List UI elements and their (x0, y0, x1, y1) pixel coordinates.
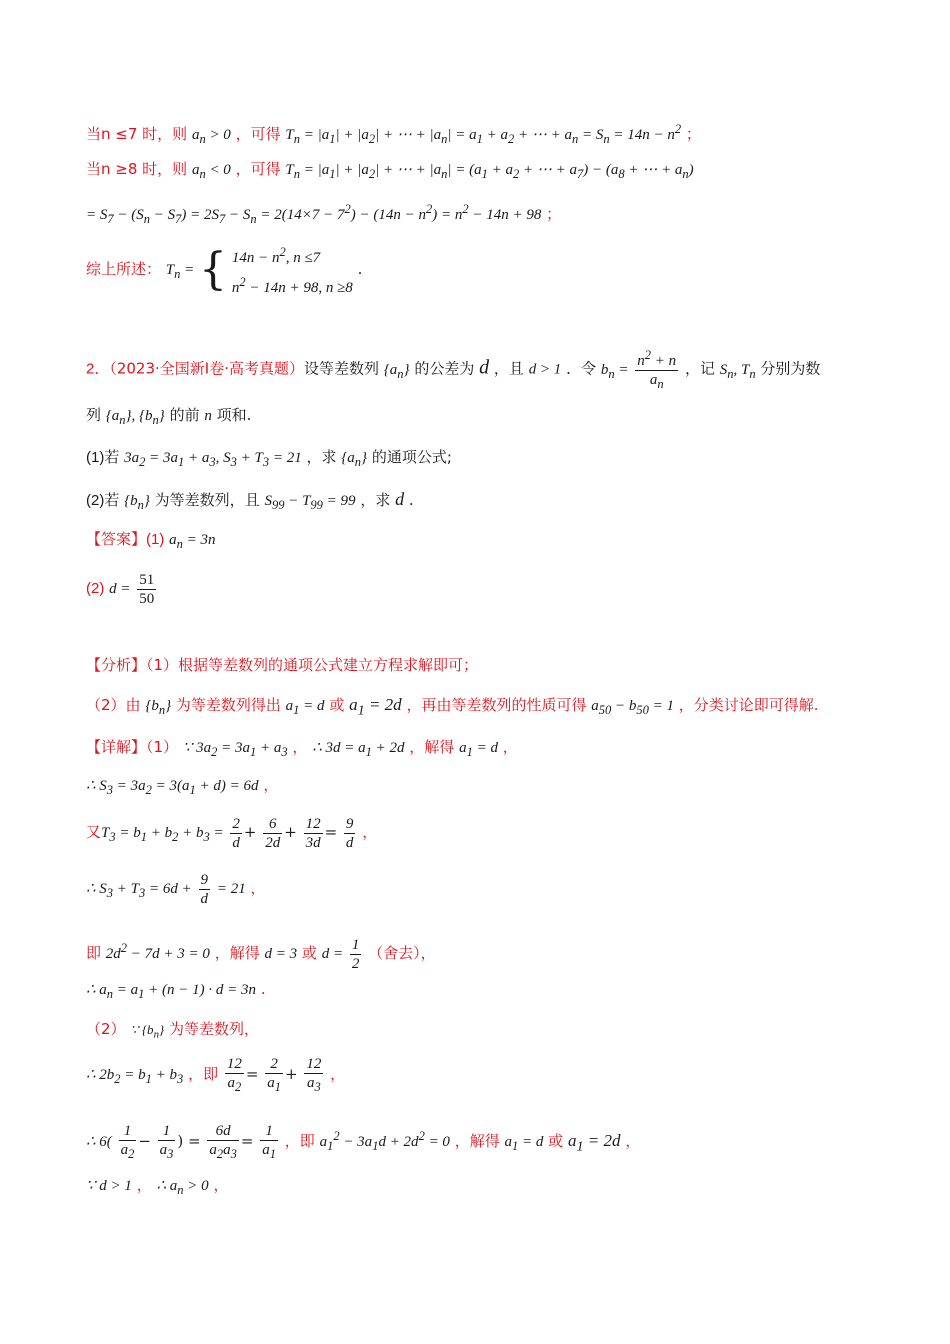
frac-num: 12 (306, 1055, 322, 1072)
summary-lhs: $T_n$ = (165, 262, 195, 281)
prev-line-2 (86, 158, 694, 185)
question-2 (86, 488, 414, 516)
summary-lead: 综上所述： (86, 260, 162, 278)
frac-num: 1 (158, 1122, 176, 1141)
prev-line-3-expr: = $S_7 - (S_n - S_7) = 2S_7 - S_n = 2(14\times 7 - 7^2) - (14n - n^2) = n^2 - 14n + 98$ (86, 202, 542, 226)
analysis-line-2 (86, 694, 819, 721)
detail-label: 【详解】 (86, 738, 147, 756)
summary-cases (232, 240, 353, 300)
summary-case-2: $n^2 - 14n + 98$, n ≥8 (231, 275, 353, 296)
answer-a1: $a_n = 3n$ (169, 532, 216, 551)
detail-d9-tail: ， (625, 1132, 641, 1150)
detail-d3-e: $T_3 = b_1 + b_2 + b_3$ = (101, 825, 224, 844)
line2-n: n (204, 408, 212, 424)
analysis-label: 【分析】 (86, 656, 147, 674)
frac-num: 1 (119, 1122, 137, 1141)
detail-d1-d: ， (502, 738, 518, 756)
analysis-l1: （1）根据等差数列的通项公式建立方程求解即可； (146, 656, 479, 674)
analysis-line-1 (86, 654, 478, 676)
detail-d6: ∴ $a_n = a_1 + (n - 1) \cdot d = 3n$ (86, 982, 257, 1001)
detail-d9-frac-1 (119, 1122, 137, 1163)
frac-num: 6 (263, 815, 282, 834)
stem-b-lhs: $b_n$ = (600, 361, 629, 381)
detail-d9-e4: $a_1 = 2d$ (567, 1131, 621, 1155)
detail-d8-tail: ， (330, 1065, 346, 1083)
stem-b: 的公差为 (414, 359, 475, 378)
answer-line-2 (86, 568, 158, 609)
detail-d10-tail: ， (213, 1176, 229, 1194)
analysis-l2-a: （2）由 (86, 696, 141, 714)
detail-d10-a: ， (136, 1176, 152, 1194)
analysis-l2-b: 为等差数列得出 (175, 696, 281, 714)
detail-d9-frac-2 (158, 1122, 176, 1163)
analysis-l2-e2: $a_1 = 2d$ (349, 695, 402, 719)
prev-line-2-mid: ，可得 (235, 160, 281, 178)
frac-den: $a_3$ (306, 1074, 321, 1094)
detail-d9-a: ，即 (284, 1132, 315, 1150)
frac-den: $a_2a_3$ (209, 1141, 237, 1161)
detail-d5-c: 或 (301, 944, 317, 962)
analysis-l2-seq: $\{b_n\}$ (145, 698, 172, 717)
stem-e: ，记 (684, 359, 715, 378)
detail-line-6 (86, 978, 266, 1005)
detail-d2: ∴ $S_3 = 3a_2 = 3(a_1 + d) = 6d$ (86, 778, 259, 797)
detail-line-7 (86, 1018, 259, 1046)
detail-d4-e: ∴ $S_3 + T_3 = 6d$ + (86, 881, 192, 900)
line2-c: 项和. (216, 406, 252, 424)
detail-d5-d: （舍去）， (368, 944, 436, 962)
q2-e: . (408, 491, 414, 509)
detail-d5-e3: d = (321, 946, 344, 962)
answer-d-lhs: d = (109, 581, 131, 597)
prev-line-1-expr: $T_n = |a_1| + |a_2|$ + ⋯ + $|a_n| = a_1 + a_2$ + ⋯ + $a_n = S_n = 14n - n^2$ (285, 122, 682, 146)
q2-b: 为等差数列，且 (154, 491, 260, 509)
detail-d5-frac (350, 936, 362, 973)
analysis-l2-d: ，再由等差数列的性质可得 (406, 696, 587, 714)
answer-p2: (2) (86, 580, 105, 597)
q2-d: d (395, 489, 405, 509)
detail-line-10 (86, 1174, 228, 1201)
frac-num: 1 (351, 936, 360, 953)
detail-d8-frac-1 (225, 1055, 244, 1096)
stem-seq-a: $\{a_n\}$ (383, 361, 410, 381)
prev-line-1-tail: ； (685, 125, 701, 143)
analysis-l2-e3: $a_{50} - b_{50} = 1$ (591, 698, 674, 717)
answer-line-1 (86, 528, 216, 555)
detail-d7-b: 为等差数列， (168, 1020, 259, 1038)
detail-line-9: ∴ 6( $\frac{1}{a_2}$ − $\frac{1}{a_3}$ ) = $\frac{6d}{a_2a_3}$ = $\frac{1}{a_1}$ ，即 $a_1^2 - 3a_1d + 2d^2 = 0$ ，解得 $a_1 = d$ 或 $a_1 = 2d$ ， (86, 1122, 641, 1161)
stem-b-fraction (635, 346, 678, 393)
detail-d4-tail: ， (250, 879, 266, 897)
detail-d3-frac-4 (344, 815, 356, 852)
detail-d4-e2: = 21 (216, 881, 246, 897)
frac-den: 2d (265, 834, 281, 851)
detail-d7-e: ∵ $\{b_n\}$ (130, 1022, 165, 1041)
q2-expr: $S_{99} - T_{99} = 99$ (264, 493, 356, 512)
answer-p1: (1) (146, 531, 165, 548)
detail-d9-frac-4 (260, 1122, 278, 1163)
detail-d10-e2: ∴ $a_n > 0$ (156, 1178, 209, 1197)
prev-line-3-tail: ； (546, 205, 562, 223)
detail-d8-frac-3 (304, 1055, 323, 1096)
detail-line-4 (86, 866, 266, 915)
analysis-l2-e1: $a_1 = d$ (285, 698, 325, 717)
frac-den: d (200, 890, 209, 907)
question-1 (86, 446, 452, 473)
detail-d1-a: （1） (146, 738, 179, 756)
detail-d1-e1: ∵ $3a_2 = 3a_1 + a_3$ (182, 740, 288, 759)
detail-d8-a: ，即 (188, 1065, 219, 1083)
line2-b: 的前 (169, 406, 200, 424)
detail-d8-e: ∴ $2b_2 = b_1 + b_3$ (86, 1067, 184, 1086)
frac-den: 3d (305, 834, 321, 851)
detail-d5-a: 即 (86, 944, 102, 962)
stem-b-denominator: $a_n$ (649, 372, 664, 391)
prev-line-1-cond: $a_n > 0$ (191, 127, 231, 146)
prev-line-2-cond: $a_n < 0$ (191, 162, 231, 181)
detail-d3-frac-1 (230, 815, 242, 852)
detail-d1-b: ， (292, 738, 308, 756)
q2-a: (2)若 (86, 492, 120, 509)
detail-d9-c: 或 (548, 1132, 564, 1150)
detail-d1-e2: ∴ $3d = a_1 + 2d$ (312, 740, 405, 759)
analysis-l2-c: 或 (329, 696, 345, 714)
frac-num: 1 (260, 1122, 278, 1141)
left-brace-icon: { (199, 244, 228, 295)
prev-line-1-lead: 当n ≤7 时，则 (86, 125, 188, 143)
detail-d9-e3: $a_1 = d$ (504, 1134, 544, 1153)
detail-line-8: ∴ $2b_2 = b_1 + b_3$ ，即 $\frac{12}{a_2}$ = $\frac{2}{a_1}$ + $\frac{12}{a_3}$ ， (86, 1055, 346, 1094)
frac-den: d (232, 834, 240, 851)
q1-c: 的通项公式; (371, 448, 452, 466)
frac-num: 12 (305, 815, 321, 832)
analysis-l2-f: ，分类讨论即可得解. (678, 696, 819, 714)
frac-den: $a_1$ (267, 1074, 281, 1094)
detail-line-5 (86, 926, 436, 976)
detail-d5-b: ，解得 (214, 944, 260, 962)
problem-source: （2023·全国新Ⅰ卷·高考真题） (109, 359, 304, 378)
stem-d: d (479, 356, 490, 379)
frac-den: d (345, 834, 354, 851)
frac-den: $a_2$ (227, 1074, 242, 1094)
answer-d-denominator: 50 (139, 590, 155, 607)
detail-d8-frac-2 (265, 1055, 283, 1096)
detail-d5-e2: d = 3 (264, 946, 298, 962)
stem-d-text: ．令 (566, 359, 597, 378)
line2-a: 列 (86, 406, 102, 424)
frac-num: 9 (345, 815, 354, 832)
frac-num: 2 (265, 1055, 283, 1074)
frac-den: $a_2$ (120, 1141, 135, 1161)
stem-st: $S_n$, $T_n$ (719, 361, 756, 381)
stem-b-numerator: $n^2 + n$ (637, 348, 677, 369)
detail-d3-frac-2 (263, 815, 282, 852)
detail-d9-e2: $a_1^2 - 3a_1d + 2d^2 = 0$ (319, 1129, 450, 1153)
prev-line-2-lead: 当n ≥8 时，则 (86, 160, 188, 178)
frac-den: $a_1$ (262, 1141, 276, 1161)
stem-f: 分别为数 (760, 359, 821, 378)
answer-label: 【答案】 (86, 530, 147, 548)
detail-d9-e1: ∴ 6( (86, 1134, 112, 1150)
frac-den: $a_3$ (159, 1141, 174, 1161)
detail-line-2 (86, 774, 278, 801)
answer-d-numerator: 51 (139, 571, 155, 588)
problem-number: 2． (86, 360, 110, 378)
detail-d7-a: （2） (86, 1020, 126, 1038)
detail-d1-e3: $a_1 = d$ (459, 740, 498, 759)
detail-d2-tail: ， (263, 776, 279, 794)
prev-summary (86, 240, 362, 300)
frac-num: 9 (200, 871, 209, 888)
stem-a: 设等差数列 (303, 359, 379, 378)
stem-cond: d > 1 (528, 361, 562, 378)
answer-d-fraction (137, 571, 156, 608)
q2-c: ，求 (360, 491, 391, 509)
prev-line-1-mid: ，可得 (235, 125, 281, 143)
prev-line-2-expr: $T_n = |a_1| + |a_2|$ + ⋯ + $|a_n| = (a_1 + a_2$ + ⋯ + $a_7) - (a_8$ + ⋯ + $a_n$) (285, 162, 694, 181)
detail-d9-frac-3 (207, 1122, 239, 1163)
q2-seq: $\{b_n\}$ (124, 493, 150, 512)
frac-den: 2 (351, 955, 360, 972)
prev-line-3 (86, 198, 561, 230)
detail-d6-tail: . (260, 980, 266, 998)
frac-num: 6d (207, 1122, 239, 1141)
detail-line-3: 又$T_3 = b_1 + b_2 + b_3$ = $\frac{2}{d}$ + $\frac{6}{2d}$ + $\frac{12}{3d}$ = $\frac{9}{d}$ ， (86, 815, 378, 851)
frac-num: 12 (226, 1055, 242, 1072)
problem-stem-line-1 (86, 346, 820, 394)
problem-stem-line-2 (86, 404, 251, 431)
summary-case-1: $14n - n^2$, n ≤7 (231, 245, 321, 266)
detail-d4-frac (199, 871, 211, 908)
detail-d5-e: $2d^2 - 7d + 3 = 0$ (105, 941, 210, 962)
detail-d10-e1: ∵ d > 1 (86, 1178, 132, 1194)
line2-seq: $\{a_n\}$, $\{b_n\}$ (105, 408, 165, 427)
prev-line-1 (86, 118, 701, 150)
q1-seq: $\{a_n\}$ (341, 450, 368, 469)
detail-line-1 (86, 736, 518, 763)
frac-num: 2 (232, 815, 240, 832)
q1-expr: $3a_2 = 3a_1 + a_3$, $S_3 + T_3 = 21$ (124, 450, 302, 469)
stem-c: ，且 (493, 359, 524, 378)
detail-d9-b: ，解得 (454, 1132, 500, 1150)
detail-d3-frac-3 (304, 815, 323, 852)
summary-tail: . (357, 260, 363, 278)
detail-d3-a: 又 (86, 823, 102, 841)
detail-d1-c: ，解得 (409, 738, 455, 756)
q1-b: ，求 (306, 448, 337, 466)
q1-a: (1)若 (86, 449, 120, 466)
detail-d3-tail: ， (362, 823, 378, 841)
